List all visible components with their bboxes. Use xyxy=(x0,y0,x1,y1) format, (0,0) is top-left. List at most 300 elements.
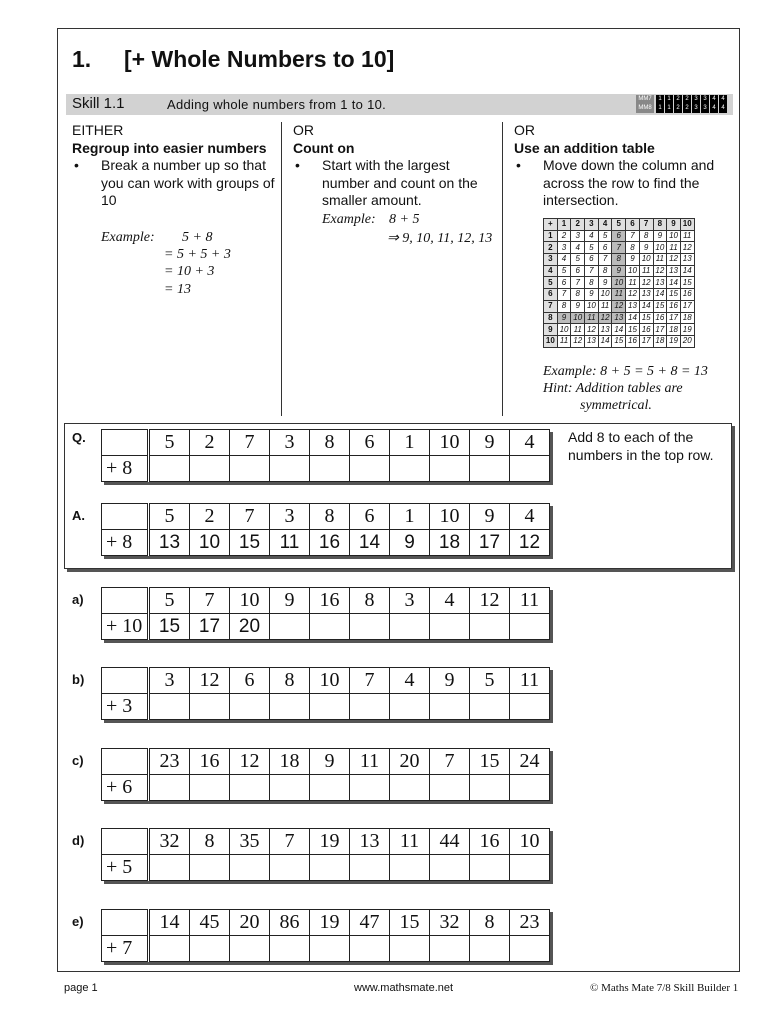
answer-cell[interactable] xyxy=(510,614,550,640)
answer-cell[interactable] xyxy=(390,614,430,640)
top-number: 18 xyxy=(270,749,310,775)
table-cell: 13 xyxy=(639,289,653,301)
hint-text: symmetrical. xyxy=(580,398,652,413)
answer-cell[interactable]: 11 xyxy=(270,530,310,556)
example-line: 8 + 5 xyxy=(389,212,420,227)
top-number: 12 xyxy=(470,588,510,614)
answer-cell[interactable] xyxy=(430,694,470,720)
answer-cell[interactable] xyxy=(510,456,550,482)
table-cell: 6 xyxy=(557,277,571,289)
top-number: 10 xyxy=(430,504,470,530)
mm-box: 4 xyxy=(710,95,718,104)
title-number: 1. xyxy=(72,46,92,72)
answer-cell[interactable] xyxy=(230,775,270,801)
exercise-grid xyxy=(101,828,550,881)
table-cell: 11 xyxy=(653,254,667,266)
table-cell: 18 xyxy=(667,324,681,336)
answer-cell[interactable] xyxy=(310,456,350,482)
skill-label: Skill 1.1 xyxy=(72,95,125,112)
top-number: 16 xyxy=(310,588,350,614)
table-cell: 14 xyxy=(598,335,612,347)
instruction: Add 8 to each of the numbers in the top row. xyxy=(568,429,714,463)
top-number: 9 xyxy=(430,668,470,694)
answer-cell[interactable] xyxy=(350,694,390,720)
table-cell: 6 xyxy=(585,254,599,266)
answer-cell[interactable] xyxy=(310,694,350,720)
answer-cell[interactable] xyxy=(510,775,550,801)
mm-box: 2 xyxy=(674,95,682,104)
method-regroup xyxy=(72,122,277,210)
answer-cell[interactable] xyxy=(190,936,230,962)
top-number: 11 xyxy=(390,829,430,855)
answer-cell[interactable]: 15 xyxy=(230,530,270,556)
table-row-header: 7 xyxy=(544,300,558,312)
table-cell: 12 xyxy=(585,324,599,336)
top-number: 9 xyxy=(270,588,310,614)
mm-row-label: MM7 xyxy=(636,95,654,104)
top-number: 6 xyxy=(350,504,390,530)
operation-label: + 10 xyxy=(102,614,149,640)
top-number: 14 xyxy=(149,910,190,936)
table-cell: 19 xyxy=(667,335,681,347)
table-cell: 11 xyxy=(557,335,571,347)
addition-table xyxy=(543,218,695,348)
table-corner: + xyxy=(544,219,558,231)
answer-cell[interactable] xyxy=(190,855,230,881)
table-cell: 17 xyxy=(680,300,694,312)
answer-cell[interactable]: 18 xyxy=(430,530,470,556)
answer-cell[interactable]: 13 xyxy=(149,530,190,556)
top-number: 2 xyxy=(190,504,230,530)
answer-cell[interactable] xyxy=(270,614,310,640)
table-cell: 7 xyxy=(612,242,626,254)
table-cell: 4 xyxy=(585,230,599,242)
table-cell: 14 xyxy=(667,277,681,289)
answer-cell[interactable] xyxy=(510,694,550,720)
answer-cell[interactable] xyxy=(270,775,310,801)
table-row-header: 10 xyxy=(544,335,558,347)
top-number: 3 xyxy=(390,588,430,614)
either-label: EITHER xyxy=(72,122,124,138)
table-cell: 8 xyxy=(598,265,612,277)
answer-cell[interactable] xyxy=(430,775,470,801)
table-cell: 18 xyxy=(680,312,694,324)
answer-grid xyxy=(101,503,550,556)
table-cell: 8 xyxy=(626,242,640,254)
top-number: 11 xyxy=(510,668,550,694)
top-number: 7 xyxy=(430,749,470,775)
top-number: 10 xyxy=(510,829,550,855)
table-cell: 6 xyxy=(612,230,626,242)
method-heading: Use an addition table xyxy=(514,139,655,156)
title-text: [+ Whole Numbers to 10] xyxy=(124,46,395,72)
mm-box: 1 xyxy=(665,104,673,113)
answer-cell[interactable] xyxy=(510,855,550,881)
table-cell: 14 xyxy=(626,312,640,324)
example-line: = 13 xyxy=(164,282,191,297)
table-cell: 16 xyxy=(626,335,640,347)
top-number: 3 xyxy=(149,668,190,694)
table-cell: 9 xyxy=(557,312,571,324)
top-number: 8 xyxy=(310,430,350,456)
top-number: 1 xyxy=(390,504,430,530)
grid-corner xyxy=(102,829,149,855)
answer-cell[interactable]: 17 xyxy=(190,614,230,640)
answer-cell[interactable] xyxy=(310,614,350,640)
grid-corner xyxy=(102,430,149,456)
answer-cell[interactable] xyxy=(149,936,190,962)
table-cell: 14 xyxy=(612,324,626,336)
table-cell: 7 xyxy=(557,289,571,301)
table-cell: 19 xyxy=(680,324,694,336)
answer-cell[interactable] xyxy=(149,855,190,881)
top-number: 32 xyxy=(430,910,470,936)
copyright: © Maths Mate 7/8 Skill Builder 1 xyxy=(590,982,739,994)
answer-cell[interactable]: 16 xyxy=(310,530,350,556)
question-label: Q. xyxy=(72,430,86,445)
answer-cell[interactable] xyxy=(470,855,510,881)
table-cell: 14 xyxy=(653,289,667,301)
top-number: 20 xyxy=(390,749,430,775)
page-number: page 1 xyxy=(64,982,98,994)
answer-cell[interactable] xyxy=(350,456,390,482)
table-cell: 9 xyxy=(571,300,585,312)
answer-cell[interactable] xyxy=(350,775,390,801)
answer-cell[interactable] xyxy=(350,855,390,881)
answer-cell[interactable] xyxy=(149,456,190,482)
answer-cell[interactable] xyxy=(310,855,350,881)
table-example: Example: 8 + 5 = 5 + 8 = 13 xyxy=(543,364,708,379)
top-number: 7 xyxy=(230,504,270,530)
top-number: 8 xyxy=(350,588,390,614)
table-column-header: 10 xyxy=(680,219,694,231)
table-cell: 16 xyxy=(667,300,681,312)
table-cell: 16 xyxy=(680,289,694,301)
top-number: 10 xyxy=(230,588,270,614)
table-cell: 13 xyxy=(653,277,667,289)
table-cell: 16 xyxy=(653,312,667,324)
table-cell: 11 xyxy=(571,324,585,336)
exercise-grid xyxy=(101,667,550,720)
table-row-header: 3 xyxy=(544,254,558,266)
table-cell: 6 xyxy=(571,265,585,277)
table-cell: 5 xyxy=(598,230,612,242)
answer-cell[interactable] xyxy=(190,456,230,482)
top-number: 44 xyxy=(430,829,470,855)
table-cell: 12 xyxy=(598,312,612,324)
table-cell: 15 xyxy=(653,300,667,312)
table-cell: 15 xyxy=(626,324,640,336)
table-column-header: 7 xyxy=(639,219,653,231)
top-number: 19 xyxy=(310,910,350,936)
top-number: 11 xyxy=(350,749,390,775)
table-row-header: 4 xyxy=(544,265,558,277)
example-label: Example: xyxy=(101,230,155,245)
answer-cell[interactable] xyxy=(470,614,510,640)
answer-cell[interactable]: 15 xyxy=(149,614,190,640)
top-number: 5 xyxy=(149,430,190,456)
table-cell: 9 xyxy=(639,242,653,254)
table-cell: 6 xyxy=(598,242,612,254)
table-cell: 10 xyxy=(571,312,585,324)
top-number: 32 xyxy=(149,829,190,855)
example-line: = 5 + 5 + 3 xyxy=(164,247,231,262)
answer-cell[interactable] xyxy=(230,936,270,962)
mm-box: 4 xyxy=(719,104,727,113)
answer-cell[interactable] xyxy=(149,775,190,801)
answer-cell[interactable] xyxy=(470,456,510,482)
method-bullet: • Move down the column and across the row to find the intersection. xyxy=(514,157,726,210)
website: www.mathsmate.net xyxy=(354,982,454,994)
table-cell: 3 xyxy=(571,230,585,242)
example-line: = 10 + 3 xyxy=(164,264,215,279)
top-number: 6 xyxy=(350,430,390,456)
grid-corner xyxy=(102,910,149,936)
exercise-label: e) xyxy=(72,914,84,929)
top-number: 20 xyxy=(230,910,270,936)
table-cell: 16 xyxy=(639,324,653,336)
answer-cell[interactable] xyxy=(390,456,430,482)
answer-cell[interactable] xyxy=(390,775,430,801)
table-cell: 8 xyxy=(585,277,599,289)
top-number: 5 xyxy=(149,588,190,614)
top-number: 7 xyxy=(230,430,270,456)
table-cell: 15 xyxy=(680,277,694,289)
answer-cell[interactable] xyxy=(270,936,310,962)
answer-cell[interactable] xyxy=(510,936,550,962)
operation-label: + 8 xyxy=(102,456,149,482)
exercise-grid xyxy=(101,587,550,640)
mm-row-label: MM8 xyxy=(636,104,654,113)
table-cell: 12 xyxy=(639,277,653,289)
top-number: 16 xyxy=(470,829,510,855)
table-cell: 15 xyxy=(667,289,681,301)
answer-cell[interactable]: 17 xyxy=(470,530,510,556)
table-column-header: 6 xyxy=(626,219,640,231)
table-cell: 8 xyxy=(612,254,626,266)
table-cell: 4 xyxy=(571,242,585,254)
table-cell: 15 xyxy=(639,312,653,324)
answer-cell[interactable] xyxy=(230,694,270,720)
top-number: 5 xyxy=(149,504,190,530)
answer-cell[interactable] xyxy=(230,855,270,881)
answer-cell[interactable] xyxy=(270,456,310,482)
table-row-header: 2 xyxy=(544,242,558,254)
operation-label: + 8 xyxy=(102,530,149,556)
answer-cell[interactable] xyxy=(350,614,390,640)
top-number: 47 xyxy=(350,910,390,936)
top-number: 23 xyxy=(510,910,550,936)
table-cell: 17 xyxy=(639,335,653,347)
answer-cell[interactable] xyxy=(350,936,390,962)
top-number: 8 xyxy=(310,504,350,530)
table-row-header: 1 xyxy=(544,230,558,242)
top-number: 9 xyxy=(470,430,510,456)
answer-cell[interactable] xyxy=(430,614,470,640)
mm-box: 2 xyxy=(683,104,691,113)
grid-corner xyxy=(102,588,149,614)
answer-cell[interactable]: 14 xyxy=(350,530,390,556)
mm-box: 2 xyxy=(674,104,682,113)
exercise-grid xyxy=(101,909,550,962)
top-number: 13 xyxy=(350,829,390,855)
table-column-header: 9 xyxy=(667,219,681,231)
table-column-header: 5 xyxy=(612,219,626,231)
skill-bar xyxy=(66,94,733,115)
mm-box: 1 xyxy=(665,95,673,104)
answer-cell[interactable]: 12 xyxy=(510,530,550,556)
top-number: 23 xyxy=(149,749,190,775)
skill-description: Adding whole numbers from 1 to 10. xyxy=(167,97,387,112)
table-cell: 12 xyxy=(667,254,681,266)
exercise-label: a) xyxy=(72,592,84,607)
answer-cell[interactable] xyxy=(430,855,470,881)
column-divider xyxy=(502,122,503,416)
top-number: 12 xyxy=(190,668,230,694)
mm-row xyxy=(636,104,727,113)
table-cell: 11 xyxy=(667,242,681,254)
method-addition-table xyxy=(514,122,726,210)
answer-cell[interactable] xyxy=(270,855,310,881)
example-line: 5 + 8 xyxy=(182,230,213,245)
column-divider xyxy=(281,122,282,416)
mm-box: 3 xyxy=(692,95,700,104)
answer-cell[interactable]: 10 xyxy=(190,530,230,556)
question-grid xyxy=(101,429,550,482)
table-cell: 13 xyxy=(585,335,599,347)
table-cell: 7 xyxy=(585,265,599,277)
top-number: 2 xyxy=(190,430,230,456)
table-cell: 10 xyxy=(626,265,640,277)
table-row-header: 9 xyxy=(544,324,558,336)
or-label: OR xyxy=(293,122,314,138)
mm-box: 1 xyxy=(656,104,664,113)
table-row-header: 5 xyxy=(544,277,558,289)
table-cell: 7 xyxy=(571,277,585,289)
exercise-label: c) xyxy=(72,753,84,768)
top-number: 8 xyxy=(190,829,230,855)
mm-box: 3 xyxy=(692,104,700,113)
answer-cell[interactable]: 20 xyxy=(230,614,270,640)
table-cell: 13 xyxy=(598,324,612,336)
top-number: 10 xyxy=(430,430,470,456)
table-cell: 7 xyxy=(598,254,612,266)
answer-cell[interactable] xyxy=(390,694,430,720)
top-number: 45 xyxy=(190,910,230,936)
operation-label: + 6 xyxy=(102,775,149,801)
table-cell: 13 xyxy=(667,265,681,277)
table-cell: 12 xyxy=(612,300,626,312)
table-cell: 10 xyxy=(598,289,612,301)
table-cell: 4 xyxy=(557,254,571,266)
top-number: 15 xyxy=(470,749,510,775)
grid-corner xyxy=(102,668,149,694)
table-cell: 14 xyxy=(639,300,653,312)
table-cell: 11 xyxy=(680,230,694,242)
answer-cell[interactable] xyxy=(430,456,470,482)
answer-cell[interactable] xyxy=(390,936,430,962)
top-number: 4 xyxy=(390,668,430,694)
table-cell: 12 xyxy=(571,335,585,347)
operation-label: + 5 xyxy=(102,855,149,881)
exercise-label: d) xyxy=(72,833,85,848)
answer-cell[interactable] xyxy=(190,694,230,720)
answer-cell[interactable] xyxy=(190,775,230,801)
table-cell: 14 xyxy=(680,265,694,277)
table-cell: 10 xyxy=(639,254,653,266)
or-label: OR xyxy=(514,122,535,138)
exercise-grid xyxy=(101,748,550,801)
table-cell: 9 xyxy=(598,277,612,289)
answer-cell[interactable]: 9 xyxy=(390,530,430,556)
answer-cell[interactable] xyxy=(430,936,470,962)
table-cell: 9 xyxy=(626,254,640,266)
answer-cell[interactable] xyxy=(310,936,350,962)
answer-cell[interactable] xyxy=(470,936,510,962)
answer-cell[interactable] xyxy=(310,775,350,801)
top-number: 8 xyxy=(270,668,310,694)
top-number: 7 xyxy=(350,668,390,694)
table-column-header: 3 xyxy=(585,219,599,231)
table-cell: 15 xyxy=(612,335,626,347)
top-number: 86 xyxy=(270,910,310,936)
table-cell: 20 xyxy=(680,335,694,347)
answer-cell[interactable] xyxy=(470,694,510,720)
answer-label: A. xyxy=(72,508,85,523)
table-column-header: 1 xyxy=(557,219,571,231)
table-column-header: 2 xyxy=(571,219,585,231)
operation-label: + 3 xyxy=(102,694,149,720)
grid-corner xyxy=(102,504,149,530)
table-cell: 7 xyxy=(626,230,640,242)
top-number: 35 xyxy=(230,829,270,855)
top-number: 3 xyxy=(270,430,310,456)
top-number: 12 xyxy=(230,749,270,775)
answer-cell[interactable] xyxy=(270,694,310,720)
mm-row xyxy=(636,95,727,104)
table-row-header: 6 xyxy=(544,289,558,301)
answer-cell[interactable] xyxy=(470,775,510,801)
page-title xyxy=(72,46,394,73)
mm-box: 4 xyxy=(710,104,718,113)
table-cell: 18 xyxy=(653,335,667,347)
table-cell: 10 xyxy=(667,230,681,242)
top-number: 9 xyxy=(310,749,350,775)
answer-cell[interactable] xyxy=(390,855,430,881)
table-cell: 5 xyxy=(571,254,585,266)
table-cell: 11 xyxy=(598,300,612,312)
top-number: 7 xyxy=(270,829,310,855)
top-number: 7 xyxy=(190,588,230,614)
table-cell: 12 xyxy=(680,242,694,254)
example-result: ⇒ 9, 10, 11, 12, 13 xyxy=(387,231,493,246)
top-number: 16 xyxy=(190,749,230,775)
table-cell: 12 xyxy=(626,289,640,301)
table-cell: 11 xyxy=(585,312,599,324)
table-cell: 10 xyxy=(653,242,667,254)
top-number: 6 xyxy=(230,668,270,694)
table-cell: 9 xyxy=(585,289,599,301)
answer-cell[interactable] xyxy=(149,694,190,720)
table-cell: 9 xyxy=(653,230,667,242)
table-cell: 17 xyxy=(667,312,681,324)
table-cell: 5 xyxy=(585,242,599,254)
method-heading: Regroup into easier numbers xyxy=(72,139,267,156)
table-row-header: 8 xyxy=(544,312,558,324)
method-bullet: • Start with the largest number and count on the smaller amount. xyxy=(293,157,498,210)
answer-cell[interactable] xyxy=(230,456,270,482)
table-cell: 3 xyxy=(557,242,571,254)
